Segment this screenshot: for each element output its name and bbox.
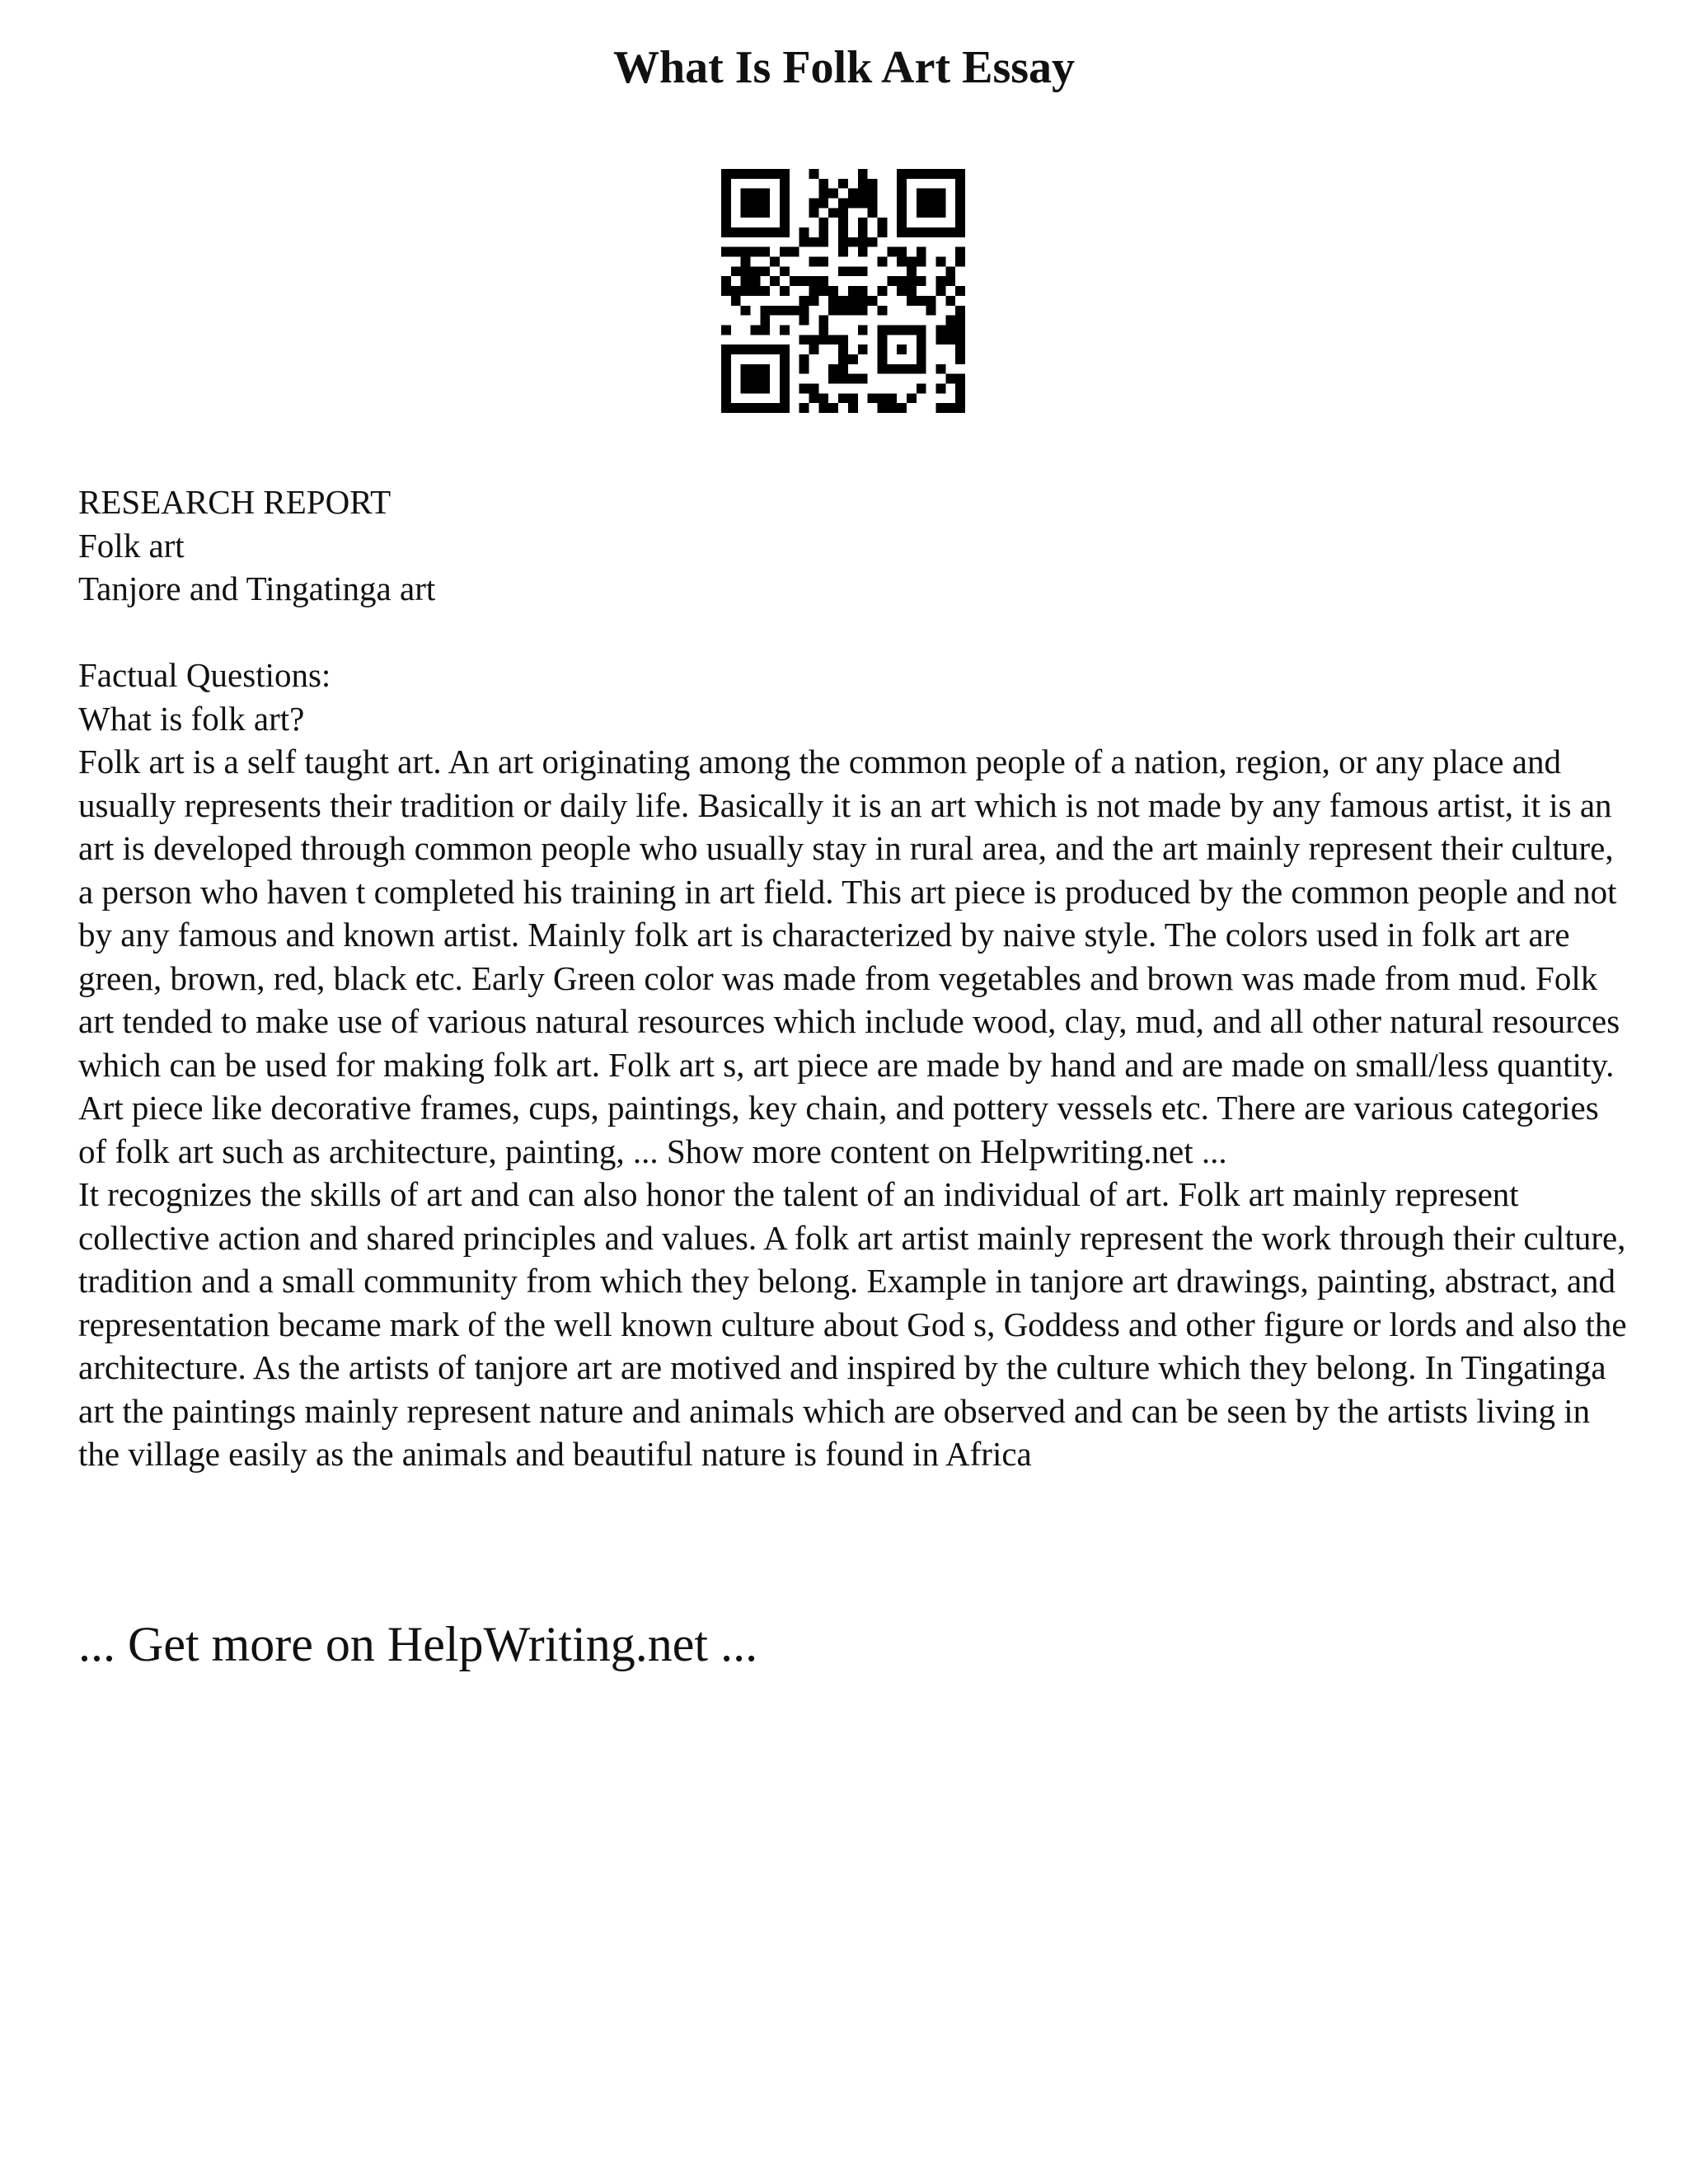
spacer <box>78 611 1628 654</box>
get-more-link[interactable]: ... Get more on HelpWriting.net ... <box>78 1617 758 1671</box>
report-subject: Folk art <box>78 526 185 565</box>
document-title: What Is Folk Art Essay <box>612 42 1076 93</box>
document-body <box>78 480 1628 1476</box>
report-heading: RESEARCH REPORT <box>78 483 392 521</box>
section-label: Factual Questions: <box>78 656 331 694</box>
paragraph-2: It recognizes the skills of art and can also honor the talent of an individual of art. Folk art mainly represent collective action and shared principles and values. A folk art artist mainly represent the work through their culture, tradition and a small community from which they belong. Example in tanjore art drawings, painting, abstract, and representation became mark of the well known culture about God s, Goddess and other figure or lords and also the architecture. As the artists of tanjore art are motived and inspired by the culture which they belong. In Tingatinga art the paintings mainly represent nature and animals which are observed and can be seen by the artists living in the village easily as the animals and beautiful nature is found in Africa <box>78 1175 1627 1473</box>
report-topic: Tanjore and Tingatinga art <box>78 569 436 607</box>
qr-code-icon[interactable] <box>721 169 965 413</box>
question-text: What is folk art? <box>78 699 305 738</box>
paragraph-1: Folk art is a self taught art. An art originating among the common people of a nation, region, or any place and usually represents their tradition or daily life. Basically it is an art which is not made by any famous artist, it is an art is developed through common people who usually stay in rural area, and the art mainly represent their culture, a person who haven t completed his training in art field. This art piece is produced by the common people and not by any famous and known artist. Mainly folk art is characterized by naive style. The colors used in folk art are green, brown, red, black etc. Early Green color was made from vegetables and brown was made from mud. Folk art tended to make use of various natural resources which include wood, clay, mud, and all other natural resources which can be used for making folk art. Folk art s, art piece are made by hand and are made on small/less quantity. Art piece like decorative frames, cups, paintings, key chain, and pottery vessels etc. There are various categories of folk art such as architecture, painting, ... Show more content on Helpwriting.net ... <box>78 743 1620 1170</box>
